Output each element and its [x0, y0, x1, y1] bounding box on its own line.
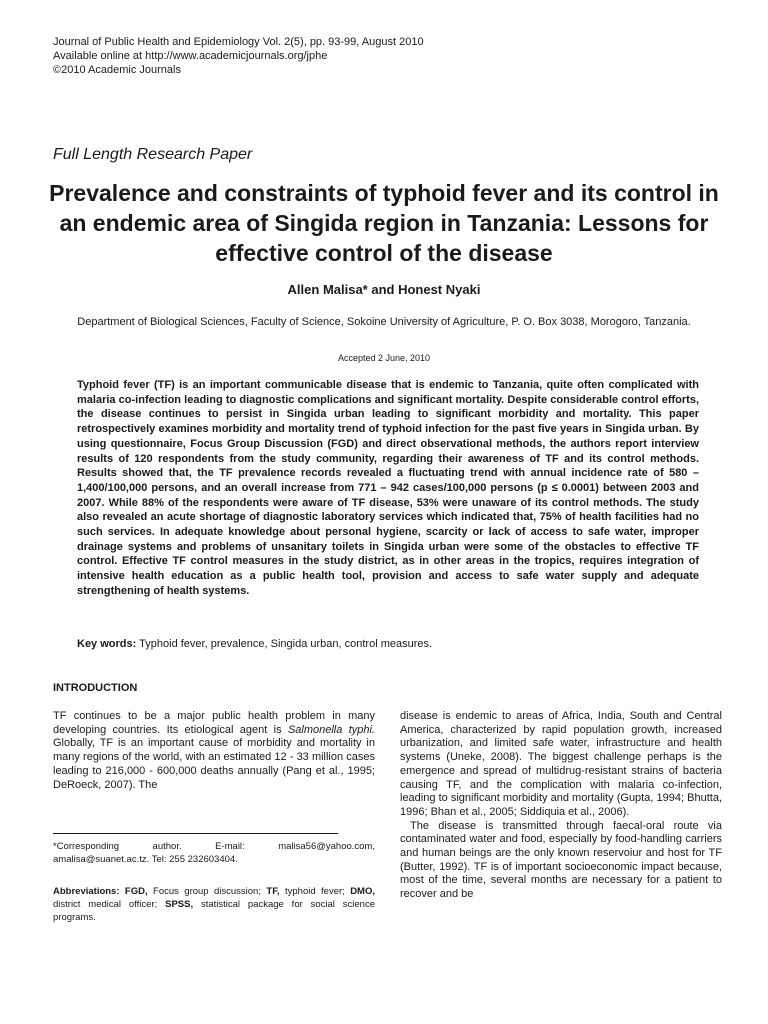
keywords — [77, 638, 699, 650]
right-column — [400, 710, 722, 902]
left-column — [53, 710, 375, 792]
corresponding-author-footnote: *Corresponding author. E-mail: malisa56@yahoo.com, amalisa@suanet.ac.tz. Tel: 255 232603404. — [53, 841, 375, 865]
journal-copyright: ©2010 Academic Journals — [53, 64, 181, 76]
abbreviations — [53, 885, 375, 924]
intro-paragraph-1 — [53, 710, 375, 792]
section-heading-introduction: INTRODUCTION — [53, 682, 138, 694]
abbr-term: SPSS, — [165, 899, 194, 910]
keywords-label: Key words: — [77, 638, 137, 650]
abbr-term: TF, — [266, 886, 280, 897]
organism-name: Salmonella typhi. — [287, 723, 375, 736]
journal-citation: Journal of Public Health and Epidemiology Vol. 2(5), pp. 93-99, August 2010 — [53, 36, 424, 48]
abbr-definition: typhoid fever; — [279, 886, 351, 897]
journal-url: Available online at http://www.academicjournals.org/jphe — [53, 50, 328, 62]
abbr-definition: district medical officer; — [53, 899, 166, 910]
journal-header — [53, 35, 424, 77]
intro-text: Globally, TF is an important cause of morbidity and mortality in many regions of the world, with an estimated 12 - 33 million cases leading to 216,000 - 600,000 deaths annually (Pang et al., 1995; DeRoeck, 2007). The — [53, 737, 375, 791]
paper-type: Full Length Research Paper — [53, 146, 253, 163]
intro-paragraph-3: The disease is transmitted through faecal-oral route via contaminated water and food, especially by food-handling carriers and human beings are the only known reservoiur and host for TF (Butter, 1992). TF is of important socioeconomic impact because, most of the time, several months are necessary for a patient to recover and be — [400, 819, 722, 901]
paper-title: Prevalence and constraints of typhoid fever and its control in an endemic area of Singida region in Tanzania: Lessons for effective control of the disease — [49, 180, 719, 266]
abbr-definition: statistical package for social science programs. — [53, 899, 375, 923]
accepted-date: Accepted 2 June, 2010 — [337, 353, 431, 363]
abbr-definition: Focus group discussion; — [147, 886, 267, 897]
keywords-text: Typhoid fever, prevalence, Singida urban, control measures. — [136, 638, 433, 650]
abbr-term: FGD, — [124, 886, 148, 897]
affiliation: Department of Biological Sciences, Faculty of Science, Sokoine University of Agriculture, P. O. Box 3038, Morogoro, Tanzania. — [77, 316, 691, 328]
intro-text: TF continues to be a major public health problem in many developing countries. Its etiological agent is — [53, 710, 375, 736]
abbreviations-label: Abbreviations: — [53, 886, 120, 897]
footnote-divider — [53, 833, 338, 834]
abstract: Typhoid fever (TF) is an important communicable disease that is endemic to Tanzania, quite often complicated with malaria co-infection leading to diagnostic complications and significant mortality. Despite considerable control efforts, the disease continues to persist in Singida urban leading to significant morbidity and mortality. This paper retrospectively examines morbidity and mortality trend of typhoid infection for the past five years in Singida urban. By using questionnaire, Focus Group Discussion (FGD) and direct observational methods, the authors report interview results of 120 respondents from the study community, regarding their awareness of TF and its control methods. Results showed that, the TF prevalence records revealed a fluctuating trend with annual incidence rate of 580 – 1,400/100,000 persons, and an overall increase from 771 – 942 cases/100,000 persons (p ≤ 0.0001) between 2003 and 2007. While 88% of the respondents were aware of TF disease, 53% were unaware of its control methods. The study also revealed an acute shortage of diagnostic laboratory services which indicated that, 75% of health facilities had no such services. In adequate knowledge about personal hygiene, scarcity or lack of access to safe water, improper drainage systems and problems of unsanitary toilets in Singida urban were some of the obstacles to effective TF control. Effective TF control measures in the study district, as in other areas in the tropics, requires integration of intensive health education as a public health tool, provision and access to safe water supply and adequate strengthening of health systems. — [77, 379, 699, 597]
intro-paragraph-2: disease is endemic to areas of Africa, India, South and Central America, characterized by rapid population growth, increased urbanization, and limited safe water, infrastructure and health systems (Uneke, 2008). The biggest challenge perhaps is the emergence and spread of multidrug-resistant strains of bacteria causing TF, and the complication with malaria co-infection, leading to significant morbidity and mortality (Gupta, 1994; Bhutta, 1996; Bhan et al., 2005; Siddiquia et al., 2006). — [400, 710, 722, 818]
authors: Allen Malisa* and Honest Nyaki — [287, 282, 481, 297]
abbr-term: DMO, — [350, 886, 375, 897]
